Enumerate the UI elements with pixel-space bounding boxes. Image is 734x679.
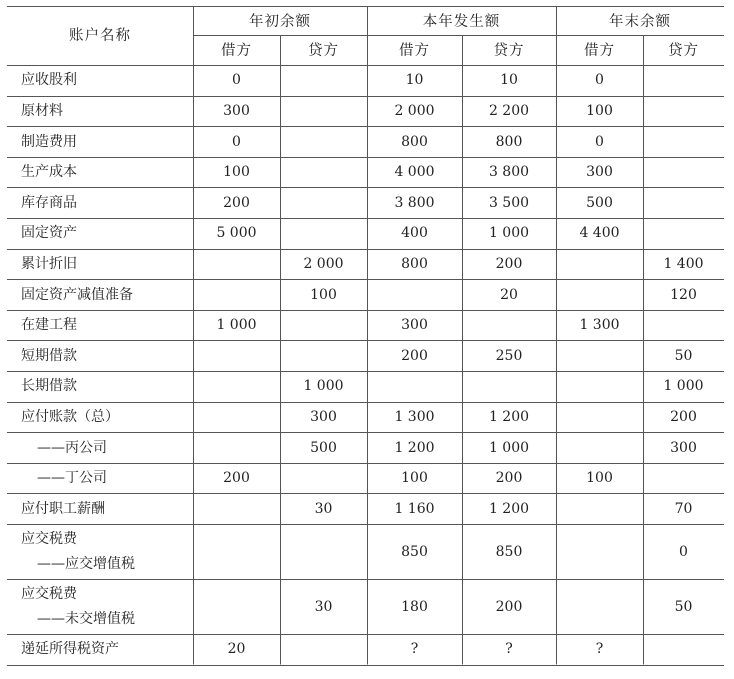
account-name: 应付职工薪酬 — [21, 500, 105, 517]
account-subname: ——未交增值税 — [37, 611, 135, 627]
amount-cell: 300 — [310, 408, 337, 425]
amount-cell: 0 — [232, 133, 241, 150]
amount-cell: 2 200 — [488, 102, 530, 119]
credit-header: 贷方 — [668, 43, 699, 59]
amount-cell: 1 000 — [663, 378, 704, 395]
amount-cell: 100 — [223, 164, 250, 181]
account-name: 应交税费 — [21, 586, 77, 602]
amount-cell: 200 — [495, 598, 523, 615]
amount-cell: 100 — [586, 102, 613, 119]
account-name: ——丙公司 — [37, 439, 107, 456]
account-name: 应收股利 — [21, 72, 77, 89]
amount-cell: 400 — [401, 225, 428, 242]
amount-cell: 300 — [670, 439, 697, 456]
amount-cell: 1 300 — [394, 408, 435, 425]
account-name: 制造费用 — [21, 133, 77, 150]
amount-cell: 2 000 — [394, 102, 435, 119]
amount-cell: 1 160 — [394, 500, 435, 517]
amount-cell: 120 — [670, 286, 697, 303]
account-name: 短期借款 — [21, 347, 77, 364]
account-name: 应交税费 — [21, 531, 77, 547]
amount-cell: ? — [410, 641, 419, 658]
amount-cell: 800 — [401, 255, 428, 272]
amount-cell: 200 — [401, 347, 428, 364]
account-name: 在建工程 — [21, 317, 77, 334]
amount-cell: 100 — [401, 470, 428, 487]
amount-cell: 20 — [227, 641, 246, 658]
amount-cell: 100 — [310, 286, 337, 303]
credit-header: 贷方 — [308, 43, 339, 59]
account-name: 固定资产减值准备 — [21, 286, 133, 303]
amount-cell: 800 — [495, 133, 523, 150]
amount-cell: 0 — [595, 133, 604, 150]
amount-cell: 1 200 — [488, 408, 530, 425]
amount-cell: 1 000 — [488, 225, 530, 242]
amount-cell: 500 — [586, 194, 613, 211]
debit-header: 借方 — [221, 43, 252, 59]
account-name: 递延所得税资产 — [21, 641, 119, 658]
amount-cell: 70 — [674, 500, 693, 517]
amount-cell: 30 — [314, 598, 333, 615]
amount-cell: 1 200 — [394, 439, 435, 456]
amount-cell: 1 000 — [216, 317, 257, 334]
account-name: 固定资产 — [21, 225, 77, 242]
column-group-header: 年初余额 — [249, 13, 311, 30]
amount-cell: 30 — [314, 500, 333, 517]
account-name: 库存商品 — [21, 194, 77, 211]
amount-cell: 1 200 — [488, 500, 530, 517]
amount-cell: 3 800 — [394, 194, 435, 211]
amount-cell: 200 — [670, 408, 697, 425]
amount-cell: 300 — [586, 164, 613, 181]
amount-cell: 100 — [586, 470, 613, 487]
amount-cell: 5 000 — [216, 225, 257, 242]
amount-cell: 200 — [223, 470, 250, 487]
account-name: 累计折旧 — [21, 255, 77, 272]
amount-cell: 850 — [401, 543, 428, 560]
amount-cell: 500 — [310, 439, 337, 456]
amount-cell: 0 — [595, 72, 604, 89]
debit-header: 借方 — [584, 43, 615, 59]
amount-cell: 10 — [405, 72, 424, 89]
amount-cell: 1 300 — [579, 317, 620, 334]
amount-cell: 180 — [401, 598, 428, 615]
amount-cell: 4 000 — [394, 164, 435, 181]
column-group-header: 本年发生额 — [422, 13, 501, 30]
amount-cell: 2 000 — [303, 255, 344, 272]
debit-header: 借方 — [399, 43, 430, 59]
amount-cell: 300 — [401, 317, 428, 334]
amount-cell: 1 000 — [303, 378, 344, 395]
amount-cell: 10 — [500, 72, 518, 89]
account-subname: ——应交增值税 — [37, 556, 135, 572]
amount-cell: 0 — [232, 72, 241, 89]
amount-cell: ? — [595, 641, 604, 658]
amount-cell: 800 — [401, 133, 428, 150]
account-name-header: 账户名称 — [69, 27, 131, 44]
amount-cell: ? — [505, 641, 513, 658]
amount-cell: 300 — [223, 102, 250, 119]
amount-cell: 4 400 — [579, 225, 620, 242]
amount-cell: 50 — [674, 347, 693, 364]
account-name: ——丁公司 — [37, 470, 107, 487]
amount-cell: 200 — [495, 255, 523, 272]
account-name: 长期借款 — [21, 378, 77, 395]
amount-cell: 0 — [679, 543, 688, 560]
account-name: 应付账款（总） — [21, 408, 119, 425]
amount-cell: 1 400 — [663, 255, 704, 272]
account-name: 生产成本 — [21, 164, 77, 181]
amount-cell: 50 — [674, 598, 693, 615]
amount-cell: 1 000 — [488, 439, 530, 456]
account-name: 原材料 — [21, 102, 63, 119]
account-balance-table — [7, 6, 724, 667]
column-group-header: 年末余额 — [609, 13, 671, 30]
credit-header: 贷方 — [493, 43, 525, 59]
amount-cell: 20 — [500, 286, 518, 303]
amount-cell: 3 800 — [488, 164, 530, 181]
amount-cell: 250 — [495, 347, 523, 364]
amount-cell: 3 500 — [488, 194, 530, 211]
amount-cell: 850 — [495, 543, 523, 560]
amount-cell: 200 — [495, 470, 523, 487]
amount-cell: 200 — [223, 194, 250, 211]
